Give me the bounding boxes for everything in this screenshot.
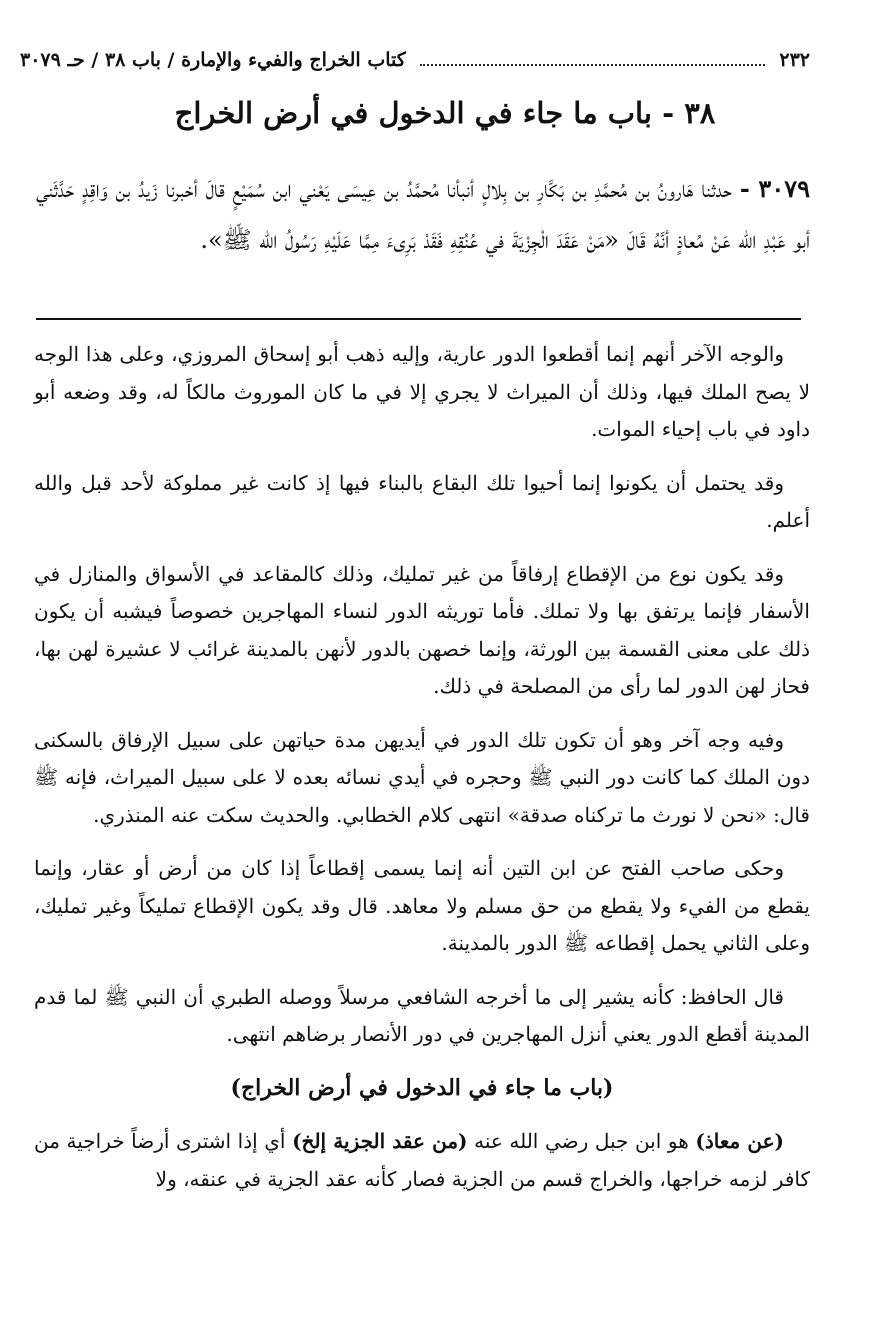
chapter-heading: ما جاء في الدخول في أرض الخراج: [174, 96, 598, 130]
page-number: ٢٣٢: [779, 49, 810, 71]
running-header: [20, 38, 810, 82]
chapter-word: باب: [607, 96, 652, 130]
footnote-divider: [36, 318, 801, 320]
chapter-title: [0, 96, 890, 130]
lemma-text: هو ابن جبل رضي الله عنه: [474, 1129, 689, 1153]
commentary-paragraph: وقد يحتمل أن يكونوا إنما أحيوا تلك البقاع بالبناء فيها إذ كانت غير مملوكة لأحد قبل والله أعلم.: [34, 470, 810, 532]
commentary-paragraph: قال الحافظ: كأنه يشير إلى ما أخرجه الشافعي مرسلاً ووصله الطبري أن النبي ﷺ لما قدم المدينة أقطع الدور يعني أنزل المهاجرين في دور الأنصار برضاهم انتهى.: [34, 984, 810, 1046]
leader-dots: [420, 54, 766, 66]
lemma-label: (من عقد الجزية إلخ): [292, 1129, 468, 1153]
commentary: [34, 336, 810, 1214]
lemma-label: (عن معاذ): [695, 1129, 785, 1153]
hadith-body: حدثنا هَارونُ بن مُحمَّدِ بن بَكَّارِ بن بِلالٍ أنبأنا مُحمَّدُ بن عِيسَى يَعْني ابن سُمَيْعٍ قالَ أخبرنا زَيدُ بن وَاقِدٍ حَدَّثَني أبو عَبْدِ الله عَنْ مُعاذٍ أنَّهُ قَالَ «مَنْ عَقَدَ الْجِزْيَةَ في عُنُقِهِ فَقَدْ بَرِىءَ مِمَّا عَلَيْهِ رَسُولُ الله ﷺ».: [36, 175, 810, 254]
commentary-paragraph: [34, 1123, 810, 1198]
hadith-number: ٣٠٧٩ -: [739, 174, 810, 203]
commentary-paragraph: وحكى صاحب الفتح عن ابن التين أنه إنما يسمى إقطاعاً إذا كان من أرض أو عقار، وإنما يقطع من الفيء ولا يقطع من حق مسلم ولا معاهد. قال وقد يكون الإقطاع تمليكاً وغير تمليك، وعلى الثاني يحمل إقطاعه ﷺ الدور بالمدينة.: [34, 856, 810, 955]
lemma-text: أي إذا اشترى أرضاً خراجية من كافر لزمه خراجها، والخراج قسم من الجزية فصار كأنه عقد الجزية في عنقه، ولا: [34, 1129, 810, 1191]
running-title: كتاب الخراج والفيء والإمارة / باب ٣٨ / حـ ٣٠٧٩: [20, 49, 406, 71]
chapter-number: ٣٨ -: [662, 96, 716, 130]
commentary-paragraph: وقد يكون نوع من الإقطاع إرفاقاً من غير تمليك، وذلك كالمقاعد في الأسواق والمنازل في الأسفار فإنما يرتفق بها ولا تملك. فأما توريثه الدور لنساء المهاجرين خصوصاً فيشبه أن يكون ذلك على معنى القسمة بين الورثة، وإنما خصهن بالدور لأنهن بالمدينة غرائب لا عشيرة لهن بها، فحاز لهن الدور لما رأى من المصلحة في ذلك.: [34, 561, 810, 698]
hadith-text: [36, 163, 810, 266]
commentary-sub-heading: (باب ما جاء في الدخول في أرض الخراج): [230, 1074, 614, 1101]
commentary-paragraph: والوجه الآخر أنهم إنما أقطعوا الدور عارية، وإليه ذهب أبو إسحاق المروزي، وعلى هذا الوجه لا يصح الملك فيها، وذلك أن الميراث لا يجري إلا في ما كان الموروث مالكاً له، وقد وضعه أبو داود في باب إحياء الموات.: [34, 342, 810, 441]
commentary-paragraph: وفيه وجه آخر وهو أن تكون تلك الدور في أيديهن مدة حياتهن على سبيل الإرفاق بالسكنى دون الملك كما كانت دور النبي ﷺ وحجره في أيدي نسائه بعده لا على سبيل الميراث، فإنه ﷺ قال: «نحن لا نورث ما تركناه صدقة» انتهى كلام الخطابي. والحديث سكت عنه المنذري.: [34, 727, 810, 827]
